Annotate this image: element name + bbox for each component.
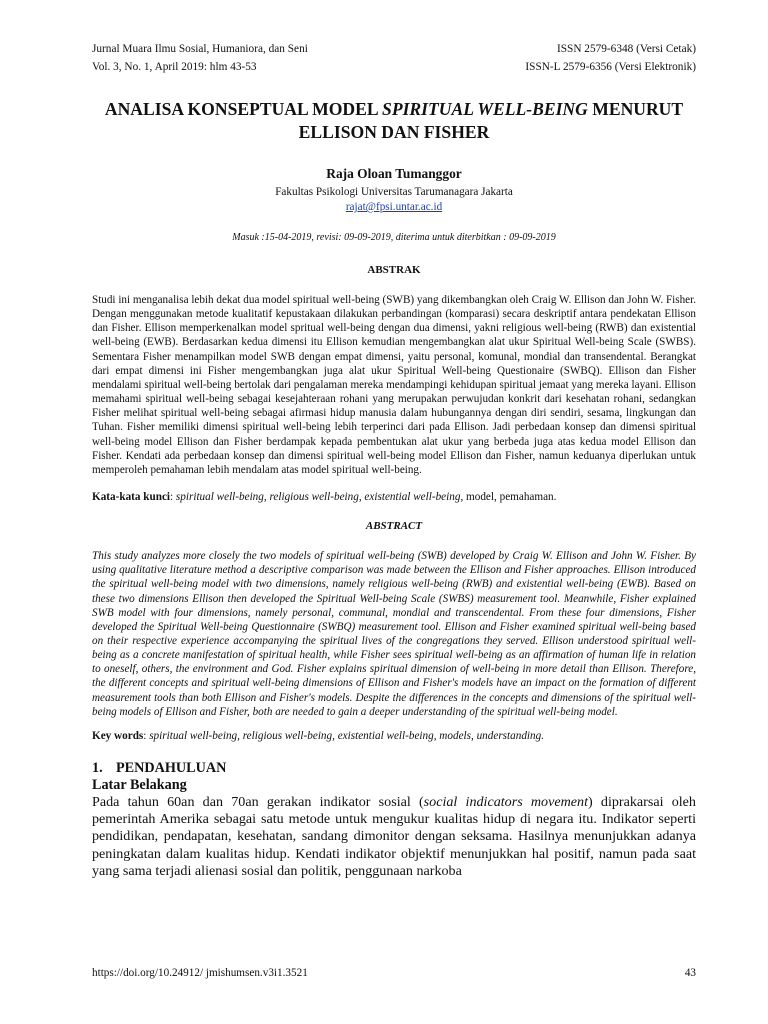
author-affiliation: Fakultas Psikologi Universitas Tarumanagara Jakarta [275,186,513,198]
abstrak-keywords-plain: , model, pemahaman. [460,491,557,504]
journal-name: Jurnal Muara Ilmu Sosial, Humaniora, dan Seni [92,43,308,55]
title-part1: ANALISA KONSEPTUAL MODEL [104,99,383,119]
abstract-keywords: Key words: spiritual well-being, religious well-being, existential well-being, models, understanding. [92,729,545,742]
abstrak-keywords: Kata-kata kunci: spiritual well-being, religious well-being, existential well-being, model, pemahaman. [92,491,557,504]
abstract-keywords-label: Key words [92,729,144,742]
paper-page [92,40,696,880]
page-number: 43 [684,967,696,979]
section-title: PENDAHULUAN [116,759,227,776]
abstract-body: This study analyzes more closely the two models of spiritual well-being (SWB) developed by Craig W. Ellison and John W. Fisher. By using qualitative literature method a descriptive comparison was made between the Ellison and Fisher approaches. Ellison introduced the spiritual well-being model with two dimensions, namely religious well-being (RWB) and existential well-being (EWB). Based on these two dimensions Ellison then developed the Spiritual Well-being Scale (SWBS) measurement tool. Meanwhile, Fisher explained SWB model with four dimensions, namely personal, communal, mondial and transcendental. From these four dimensions, Fisher developed the Spiritual Well-being Questionnaire (SWBQ) measurement tool. Ellison and Fisher examined spiritual well-being based on their respective experience accompanying the spiritual lives of the congregations they served. Ellison understood spiritual well-being as a concrete manifestation of spiritual health, while Fisher sees spiritual well-being as an affirmation of human life in relation to oneself, others, the environment and God. Fisher explains spiritual dimension of well-being in more detail than Ellison. Therefore, the different concepts and spiritual well-being dimensions of Ellison and Fisher's models have an impact on the formation of different measurement tools than both Ellison and Fisher's models. Despite the differences in the concepts and dimensions of the spiritual well-being models of Ellison and Fisher, both are needed to gain a deeper understanding of the spiritual well-being model. [92,550,696,718]
author-name: Raja Oloan Tumanggor [326,166,462,181]
abstrak-heading: ABSTRAK [367,264,421,276]
paper-title [92,98,696,144]
section-heading [92,760,696,777]
section-number: 1. [92,759,103,776]
issn-electronic: ISSN-L 2579-6356 (Versi Elektronik) [525,61,696,73]
intro-text-after: ) diprakarsai oleh pemerintah Amerika sebagai satu metode untuk mengukur kualitas hidup di negara itu. Indikator seperti pendidikan, pendapatan, kesehatan, sandang dimonitor dengan seksama. Hasilnya menunjukkan adanya peningkatan dalam kualitas hidup. Kendati indikator objektif menunjukkan hal positif, namun pada saat yang sama terjadi alienasi sosial dan politik, penggunaan narkoba [92,793,696,879]
abstract-heading: ABSTRACT [365,520,423,533]
submission-dates: Masuk :15-04-2019, revisi: 09-09-2019, diterima untuk diterbitkan : 09-09-2019 [232,232,556,243]
abstrak-keywords-label: Kata-kata kunci [92,491,171,504]
page-footer [92,966,696,980]
journal-header-row-2 [92,58,696,76]
journal-header-row-1 [92,40,696,58]
abstract-keywords-italic: spiritual well-being, religious well-being, existential well-being, models, understanding. [149,729,545,742]
doi-link[interactable]: https://doi.org/10.24912/ jmishumsen.v3i1.3521 [92,967,308,979]
title-italic: SPIRITUAL WELL-BEING [382,99,588,119]
title-part2: MENURUT [587,99,684,119]
intro-text-italic: social indicators movement [423,793,589,810]
intro-paragraph [92,794,696,880]
author-email-row [92,200,696,214]
abstrak-body: Studi ini menganalisa lebih dekat dua model spiritual well-being (SWB) yang dikembangkan oleh Craig W. Ellison dan John W. Fisher. Dengan menggunakan metode kualitatif kepustakaan dilakukan perbandingan (komparasi) secara deskriptif antara pendekatan Ellison dan Fisher. Ellison memperkenalkan model spritual well-being dengan dua dimensi, yakni religious well-being (RWB) dan existential well-being (EWB). Berdasarkan kedua dimensi itu Ellison kemudian mengembangkan alat ukur Spiritual Well-being Scale (SWBS). Sementara Fisher menampilkan model SWB dengan empat dimensi, yaitu personal, komunal, mondial dan transendental. Berangkat dari empat dimensi ini Fisher mengembangkan juga alat ukur Spiritual Well-being Questionaire (SWBQ). Ellison dan Fisher mendalami spiritual well-being bertolak dari pengalaman mereka mendampingi kehidupan spiritual jemaat yang mereka layani. Ellison memahami spiritual well-being sebagai kesejahteraan rohani yang merupakan perwujudan konkrit dari kesehatan rohani, sedangkan Fisher melihat spiritual well-being sebagai afirmasi hidup manusia dalam hubungannya dengan diri sendiri, sesama, lingkungan dan Tuhan. Fisher memiliki dimensi spiritual well-being lebih terperinci dari pada Ellison. Jadi perbedaan konsep dan dimensi spiritual well-being model Ellison dan Fisher berdampak kepada pembentukan alat ukur yang berbeda juga atas kedua model Ellison dan Fisher. Kendati ada perbedaan konsep dan dimensi spiritual well-being model Ellison dan Fisher, namun keduanya diperlukan untuk memperoleh pemahaman lebih mendalam atas model spiritual well-being. [92,294,696,476]
subsection-heading: Latar Belakang [92,776,187,793]
issn-print: ISSN 2579-6348 (Versi Cetak) [557,43,696,55]
intro-text-before: Pada tahun 60an dan 70an gerakan indikator sosial ( [92,793,424,810]
abstrak-keywords-italic: spiritual well-being, religious well-being, existential well-being [175,491,461,504]
journal-volume: Vol. 3, No. 1, April 2019: hlm 43-53 [92,61,257,73]
author-email-link[interactable]: rajat@fpsi.untar.ac.id [345,201,443,213]
title-line2: ELLISON DAN FISHER [298,122,490,142]
